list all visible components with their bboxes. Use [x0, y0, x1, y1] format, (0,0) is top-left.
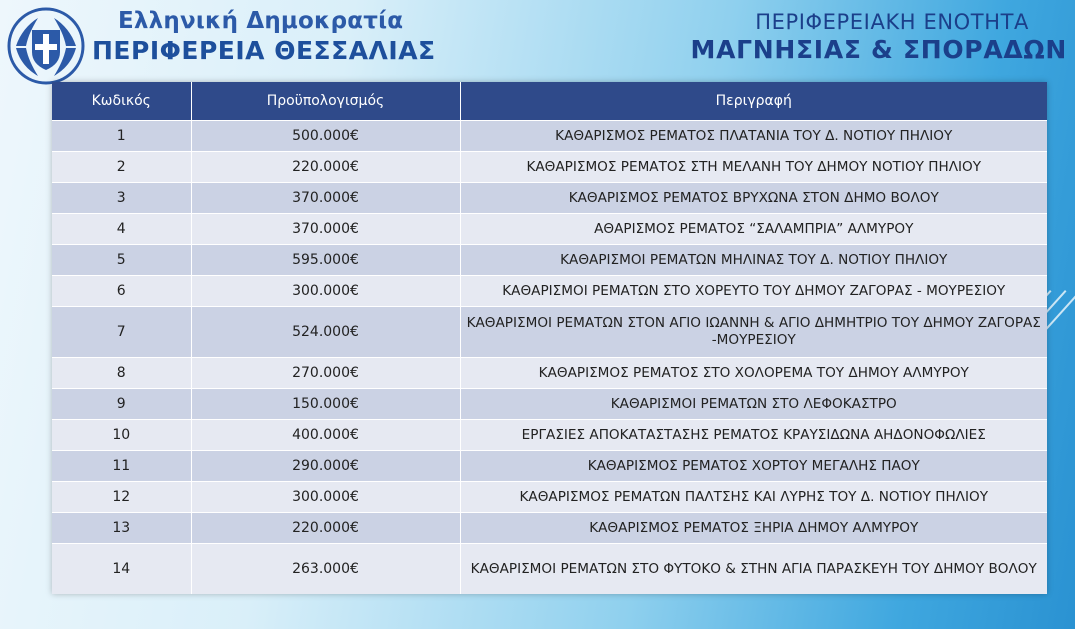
table-row: [52, 358, 1047, 389]
table-row: [52, 307, 1047, 358]
cell-description: ΚΑΘΑΡΙΣΜΟΣ ΡΕΜΑΤΩΝ ΠΑΛΤΣΗΣ ΚΑΙ ΛΥΡΗΣ ΤΟΥ Δ. ΝΟΤΙΟΥ ΠΗΛΙΟΥ: [460, 482, 1047, 513]
table-row: [52, 544, 1047, 595]
cell-code: 10: [52, 420, 191, 451]
cell-budget: 370.000€: [191, 183, 460, 214]
table-row: [52, 152, 1047, 183]
table-row: [52, 121, 1047, 152]
cell-description: ΚΑΘΑΡΙΣΜΟΣ ΡΕΜΑΤΟΣ ΣΤΟ ΧΟΛΟΡΕΜΑ ΤΟΥ ΔΗΜΟΥ ΑΛΜΥΡΟΥ: [460, 358, 1047, 389]
cell-description: ΚΑΘΑΡΙΣΜΟΣ ΡΕΜΑΤΟΣ ΣΤΗ ΜΕΛΑΝΗ ΤΟΥ ΔΗΜΟΥ ΝΟΤΙΟΥ ΠΗΛΙΟΥ: [460, 152, 1047, 183]
cell-code: 11: [52, 451, 191, 482]
cell-description: ΚΑΘΑΡΙΣΜΟΣ ΡΕΜΑΤΟΣ ΞΗΡΙΑ ΔΗΜΟΥ ΑΛΜΥΡΟΥ: [460, 513, 1047, 544]
regional-unit-name: ΜΑΓΝΗΣΙΑΣ & ΣΠΟΡΑΔΩΝ: [690, 35, 1067, 64]
cell-code: 7: [52, 307, 191, 358]
regional-unit-label: ΠΕΡΙΦΕΡΕΙΑΚΗ ΕΝΟΤΗΤΑ: [755, 10, 1029, 34]
cell-code: 12: [52, 482, 191, 513]
cell-code: 2: [52, 152, 191, 183]
cell-description: ΑΘΑΡΙΣΜΟΣ ΡΕΜΑΤΟΣ “ΣΑΛΑΜΠΡΙΑ” ΑΛΜΥΡΟΥ: [460, 214, 1047, 245]
column-header-code: Κωδικός: [52, 82, 191, 121]
table-row: [52, 482, 1047, 513]
cell-budget: 290.000€: [191, 451, 460, 482]
cell-budget: 270.000€: [191, 358, 460, 389]
cell-code: 6: [52, 276, 191, 307]
table-row: [52, 451, 1047, 482]
cell-budget: 500.000€: [191, 121, 460, 152]
cell-budget: 370.000€: [191, 214, 460, 245]
greek-emblem-icon: [6, 6, 86, 86]
cell-code: 13: [52, 513, 191, 544]
left-header: [92, 8, 436, 65]
cell-code: 1: [52, 121, 191, 152]
cell-description: ΚΑΘΑΡΙΣΜΟΣ ΡΕΜΑΤΟΣ ΒΡΥΧΩΝΑ ΣΤΟΝ ΔΗΜΟ ΒΟΛΟΥ: [460, 183, 1047, 214]
table-row: [52, 276, 1047, 307]
cell-budget: 220.000€: [191, 513, 460, 544]
region-title: ΠΕΡΙΦΕΡΕΙΑ ΘΕΣΣΑΛΙΑΣ: [92, 36, 436, 65]
cell-description: ΚΑΘΑΡΙΣΜΟΙ ΡΕΜΑΤΩΝ ΣΤΟ ΛΕΦΟΚΑΣΤΡΟ: [460, 389, 1047, 420]
cell-budget: 300.000€: [191, 482, 460, 513]
cell-budget: 150.000€: [191, 389, 460, 420]
cell-code: 5: [52, 245, 191, 276]
cell-budget: 263.000€: [191, 544, 460, 595]
table-header-row: [52, 82, 1047, 121]
table-row: [52, 513, 1047, 544]
cell-description: ΚΑΘΑΡΙΣΜΟΣ ΡΕΜΑΤΟΣ ΧΟΡΤΟΥ ΜΕΓΑΛΗΣ ΠΑΟΥ: [460, 451, 1047, 482]
cell-description: ΚΑΘΑΡΙΣΜΟΙ ΡΕΜΑΤΩΝ ΣΤΟ ΦΥΤΟΚΟ & ΣΤΗΝ ΑΓΙΑ ΠΑΡΑΣΚΕΥΗ ΤΟΥ ΔΗΜΟΥ ΒΟΛΟΥ: [460, 544, 1047, 595]
republic-title: Ελληνική Δημοκρατία: [118, 8, 404, 34]
table-row: [52, 214, 1047, 245]
cell-code: 9: [52, 389, 191, 420]
table-row: [52, 245, 1047, 276]
cell-code: 3: [52, 183, 191, 214]
cell-budget: 524.000€: [191, 307, 460, 358]
table-row: [52, 420, 1047, 451]
cell-description: ΚΑΘΑΡΙΣΜΟΣ ΡΕΜΑΤΟΣ ΠΛΑΤΑΝΙΑ ΤΟΥ Δ. ΝΟΤΙΟΥ ΠΗΛΙΟΥ: [460, 121, 1047, 152]
cell-code: 4: [52, 214, 191, 245]
budget-table: [52, 82, 1047, 594]
cell-budget: 300.000€: [191, 276, 460, 307]
cell-budget: 220.000€: [191, 152, 460, 183]
table-row: [52, 389, 1047, 420]
cell-code: 14: [52, 544, 191, 595]
cell-description: ΕΡΓΑΣΙΕΣ ΑΠΟΚΑΤΑΣΤΑΣΗΣ ΡΕΜΑΤΟΣ ΚΡΑΥΣΙΔΩΝΑ ΑΗΔΟΝΟΦΩΛΙΕΣ: [460, 420, 1047, 451]
cell-code: 8: [52, 358, 191, 389]
cell-budget: 400.000€: [191, 420, 460, 451]
cell-description: ΚΑΘΑΡΙΣΜΟΙ ΡΕΜΑΤΩΝ ΣΤΟ ΧΟΡΕΥΤΟ ΤΟΥ ΔΗΜΟΥ ΖΑΓΟΡΑΣ - ΜΟΥΡΕΣΙΟΥ: [460, 276, 1047, 307]
table-row: [52, 183, 1047, 214]
column-header-budget: Προϋπολογισμός: [191, 82, 460, 121]
column-header-description: Περιγραφή: [460, 82, 1047, 121]
cell-description: ΚΑΘΑΡΙΣΜΟΙ ΡΕΜΑΤΩΝ ΜΗΛΙΝΑΣ ΤΟΥ Δ. ΝΟΤΙΟΥ ΠΗΛΙΟΥ: [460, 245, 1047, 276]
right-header: [691, 10, 1067, 64]
cell-description: ΚΑΘΑΡΙΣΜΟΙ ΡΕΜΑΤΩΝ ΣΤΟΝ ΑΓΙΟ ΙΩΑΝΝΗ & ΑΓΙΟ ΔΗΜΗΤΡΙΟ ΤΟΥ ΔΗΜΟΥ ΖΑΓΟΡΑΣ -ΜΟΥΡΕΣΙΟΥ: [460, 307, 1047, 358]
cell-budget: 595.000€: [191, 245, 460, 276]
